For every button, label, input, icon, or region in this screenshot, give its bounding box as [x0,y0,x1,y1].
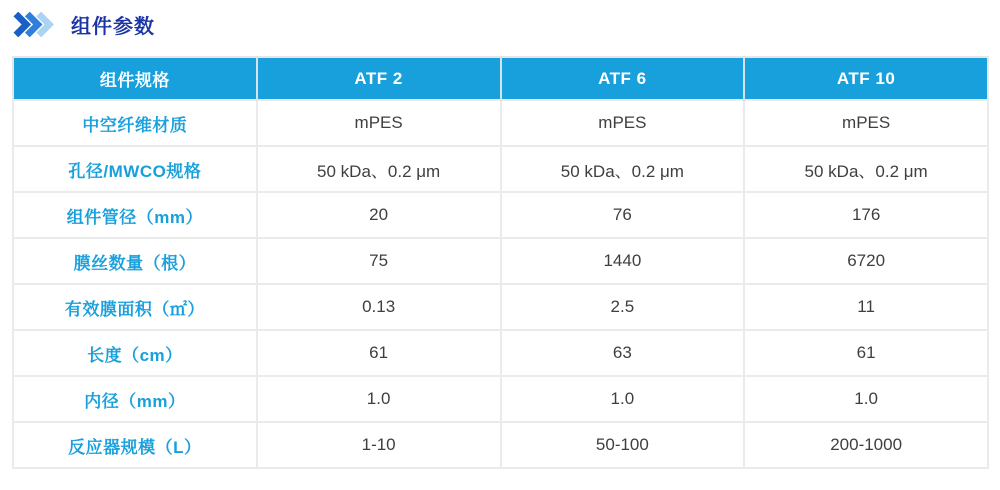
cell: 200-1000 [744,422,988,468]
cell: 50-100 [501,422,745,468]
column-header-atf2: ATF 2 [257,57,501,100]
cell: 2.5 [501,284,745,330]
cell: mPES [744,100,988,146]
cell: 1.0 [501,376,745,422]
cell: 20 [257,192,501,238]
cell: 61 [744,330,988,376]
double-chevron-right-icon [13,12,55,37]
column-header-atf6: ATF 6 [501,57,745,100]
cell: 1440 [501,238,745,284]
row-label: 孔径/MWCO规格 [13,146,257,192]
table-row [13,330,988,376]
title-bar [0,0,1000,38]
table-row [13,100,988,146]
table-row [13,238,988,284]
column-header-atf10: ATF 10 [744,57,988,100]
header-row [13,57,988,100]
cell: 50 kDa、0.2 μm [257,146,501,192]
cell: 63 [501,330,745,376]
component-spec-table [12,56,989,469]
cell: 1.0 [257,376,501,422]
cell: 50 kDa、0.2 μm [501,146,745,192]
page-title: 组件参数 [71,16,155,38]
table-row [13,146,988,192]
table-row [13,192,988,238]
cell: 76 [501,192,745,238]
cell: 1-10 [257,422,501,468]
cell: 75 [257,238,501,284]
cell: mPES [501,100,745,146]
cell: 176 [744,192,988,238]
cell: 1.0 [744,376,988,422]
cell: 61 [257,330,501,376]
row-label: 长度（cm） [13,330,257,376]
cell: 0.13 [257,284,501,330]
row-label: 有效膜面积（㎡） [13,284,257,330]
cell: mPES [257,100,501,146]
row-label: 组件管径（mm） [13,192,257,238]
row-label: 膜丝数量（根） [13,238,257,284]
cell: 6720 [744,238,988,284]
table-row [13,376,988,422]
row-label: 中空纤维材质 [13,100,257,146]
cell: 50 kDa、0.2 μm [744,146,988,192]
row-label: 内径（mm） [13,376,257,422]
cell: 11 [744,284,988,330]
table-row [13,422,988,468]
row-label: 反应器规模（L） [13,422,257,468]
table-row [13,284,988,330]
column-header-spec: 组件规格 [13,57,257,100]
